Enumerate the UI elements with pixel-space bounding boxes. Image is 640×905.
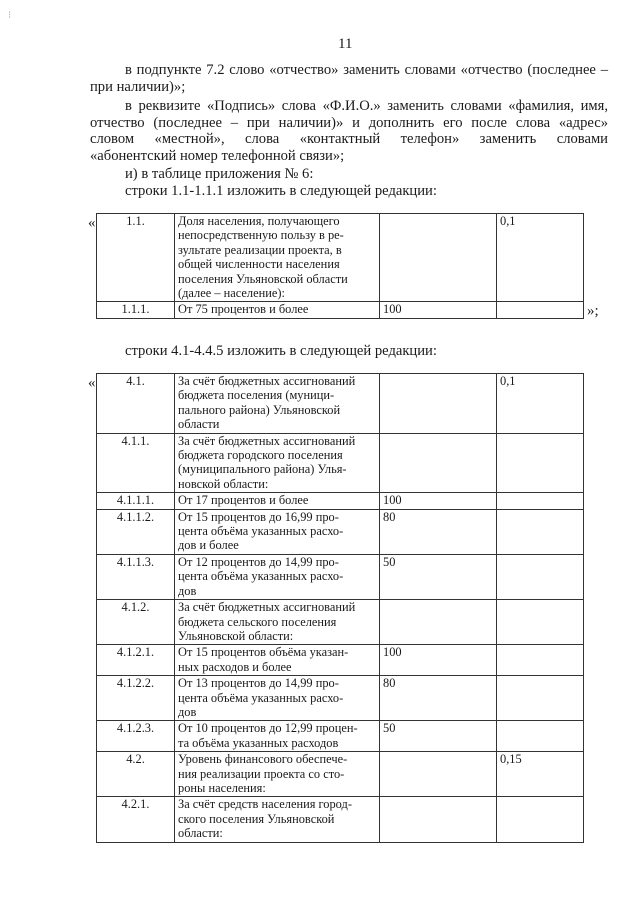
table-row	[97, 433, 584, 493]
page-number: 11	[338, 36, 353, 52]
row-text	[175, 600, 380, 645]
text-line: «абонентский номер телефонной связи»;	[90, 147, 345, 164]
paragraph-patronymic-amendment	[90, 62, 608, 95]
text-line: при наличии)»;	[90, 78, 186, 95]
row-text-line: За счёт бюджетных ассигнований	[178, 600, 356, 615]
row-text-line: От 15 процентов до 16,99 про-	[178, 509, 339, 524]
row-text-line: От 15 процентов объёма указан-	[178, 645, 349, 660]
row-number: 4.1.	[97, 374, 175, 434]
open-quote: «	[88, 375, 96, 391]
table-row	[97, 374, 584, 434]
row-text-line: роны населения:	[178, 780, 266, 795]
row-weight	[497, 509, 584, 554]
row-text	[175, 214, 380, 302]
row-value	[380, 433, 497, 493]
row-number: 4.1.1.2.	[97, 509, 175, 554]
row-weight	[497, 721, 584, 752]
row-text	[175, 554, 380, 599]
row-value: 100	[380, 645, 497, 676]
table-row	[97, 554, 584, 599]
row-weight	[497, 433, 584, 493]
table-rows-4-1	[96, 373, 584, 843]
table-rows-1-1	[96, 213, 584, 319]
row-number: 4.1.1.3.	[97, 554, 175, 599]
table-row	[97, 493, 584, 509]
row-text-line: области:	[178, 826, 223, 841]
row-number: 4.1.2.2.	[97, 676, 175, 721]
row-text	[175, 493, 380, 509]
row-text-line: От 13 процентов до 14,99 про-	[178, 676, 339, 691]
row-text-line: пального района) Ульяновской	[178, 402, 341, 417]
row-text-line: ных расходов и более	[178, 659, 292, 674]
row-number: 4.1.1.1.	[97, 493, 175, 509]
text-line: строки 4.1-4.4.5 изложить в следующей редакции:	[125, 343, 437, 359]
row-value: 100	[380, 302, 497, 318]
row-weight	[497, 645, 584, 676]
row-value	[380, 797, 497, 842]
row-text-line: ского поселения Ульяновской	[178, 811, 335, 826]
table-row	[97, 302, 584, 318]
row-number: 4.1.2.	[97, 600, 175, 645]
row-text	[175, 797, 380, 842]
row-weight	[497, 302, 584, 318]
row-text	[175, 645, 380, 676]
row-text-line: Доля населения, получающего	[178, 214, 340, 228]
row-text-line: цента объёма указанных расхо-	[178, 569, 344, 584]
row-number: 1.1.1.	[97, 302, 175, 318]
text-line: отчество (последнее – при наличии)» и дополнить его после слова «адрес»	[90, 114, 608, 131]
row-text-line: бюджета сельского поселения	[178, 614, 337, 629]
row-text	[175, 752, 380, 797]
row-text-line: зультате реализации проекта, в	[178, 242, 342, 257]
row-weight	[497, 797, 584, 842]
row-value	[380, 600, 497, 645]
row-text-line: (далее – население):	[178, 286, 285, 301]
row-text-line: От 75 процентов и более	[178, 302, 309, 317]
row-text	[175, 433, 380, 493]
row-weight	[497, 600, 584, 645]
row-text-line: Ульяновской области:	[178, 628, 294, 643]
text-line: в реквизите «Подпись» слова «Ф.И.О.» заменить словами «фамилия, имя,	[125, 98, 608, 114]
row-text-line: дов и более	[178, 538, 239, 553]
table-row	[97, 797, 584, 842]
row-text-line: общей численности населения	[178, 257, 340, 272]
row-text-line: цента объёма указанных расхо-	[178, 524, 344, 539]
row-text-line: За счёт бюджетных ассигнований	[178, 374, 356, 388]
text-line: словом «местной», слова «контактный телефон» заменить словами	[90, 131, 608, 148]
table-row	[97, 721, 584, 752]
row-value: 50	[380, 554, 497, 599]
row-text-line: дов	[178, 583, 197, 598]
row-weight	[497, 493, 584, 509]
row-weight: 0,15	[497, 752, 584, 797]
row-weight	[497, 676, 584, 721]
row-value: 50	[380, 721, 497, 752]
row-text-line: поселения Ульяновской области	[178, 271, 348, 286]
paragraph-table-intro	[125, 166, 313, 183]
row-text-line: От 10 процентов до 12,99 процен-	[178, 721, 358, 736]
paragraph-rows-4-1	[125, 343, 437, 360]
row-number: 4.1.1.	[97, 433, 175, 493]
row-text-line: От 12 процентов до 14,99 про-	[178, 554, 339, 569]
row-text-line: От 17 процентов и более	[178, 493, 309, 508]
row-number: 1.1.	[97, 214, 175, 302]
row-text	[175, 374, 380, 434]
row-text-line: бюджета поселения (муници-	[178, 388, 335, 403]
row-text-line: непосредственную пользу в ре-	[178, 228, 344, 243]
row-text-line: дов	[178, 704, 197, 719]
table-row	[97, 645, 584, 676]
row-text-line: области	[178, 417, 220, 432]
row-value	[380, 374, 497, 434]
open-quote: «	[88, 215, 96, 231]
row-text-line: ния реализации проекта со сто-	[178, 766, 345, 781]
row-text-line: бюджета городского поселения	[178, 448, 343, 463]
row-text-line: Уровень финансового обеспече-	[178, 752, 348, 767]
row-number: 4.1.2.3.	[97, 721, 175, 752]
row-text	[175, 509, 380, 554]
row-text	[175, 721, 380, 752]
row-value: 80	[380, 676, 497, 721]
row-number: 4.2.1.	[97, 797, 175, 842]
row-text-line: та объёма указанных расходов	[178, 735, 339, 750]
row-text-line: За счёт средств населения город-	[178, 797, 352, 812]
table-row	[97, 509, 584, 554]
paragraph-rows-1-1	[125, 183, 437, 200]
table-row	[97, 214, 584, 302]
row-text	[175, 302, 380, 318]
row-value	[380, 752, 497, 797]
row-weight	[497, 554, 584, 599]
row-value	[380, 214, 497, 302]
table-row	[97, 600, 584, 645]
row-weight: 0,1	[497, 214, 584, 302]
row-text-line: За счёт бюджетных ассигнований	[178, 433, 356, 448]
text-line: и) в таблице приложения № 6:	[125, 166, 314, 182]
text-line: строки 1.1-1.1.1 изложить в следующей редакции:	[125, 183, 437, 199]
paragraph-signature-amendment	[90, 98, 608, 164]
row-text-line: цента объёма указанных расхо-	[178, 690, 344, 705]
row-number: 4.2.	[97, 752, 175, 797]
text-line: в подпункте 7.2 слово «отчество» заменить словами «отчество (последнее –	[125, 62, 608, 78]
row-value: 80	[380, 509, 497, 554]
row-weight: 0,1	[497, 374, 584, 434]
row-value: 100	[380, 493, 497, 509]
table-row	[97, 752, 584, 797]
scan-edge-marks: ⁝	[8, 10, 12, 21]
row-text	[175, 676, 380, 721]
row-text-line: новской области:	[178, 476, 269, 491]
close-quote: »;	[587, 303, 599, 319]
table-row	[97, 676, 584, 721]
row-text-line: (муниципального района) Улья-	[178, 462, 347, 477]
row-number: 4.1.2.1.	[97, 645, 175, 676]
